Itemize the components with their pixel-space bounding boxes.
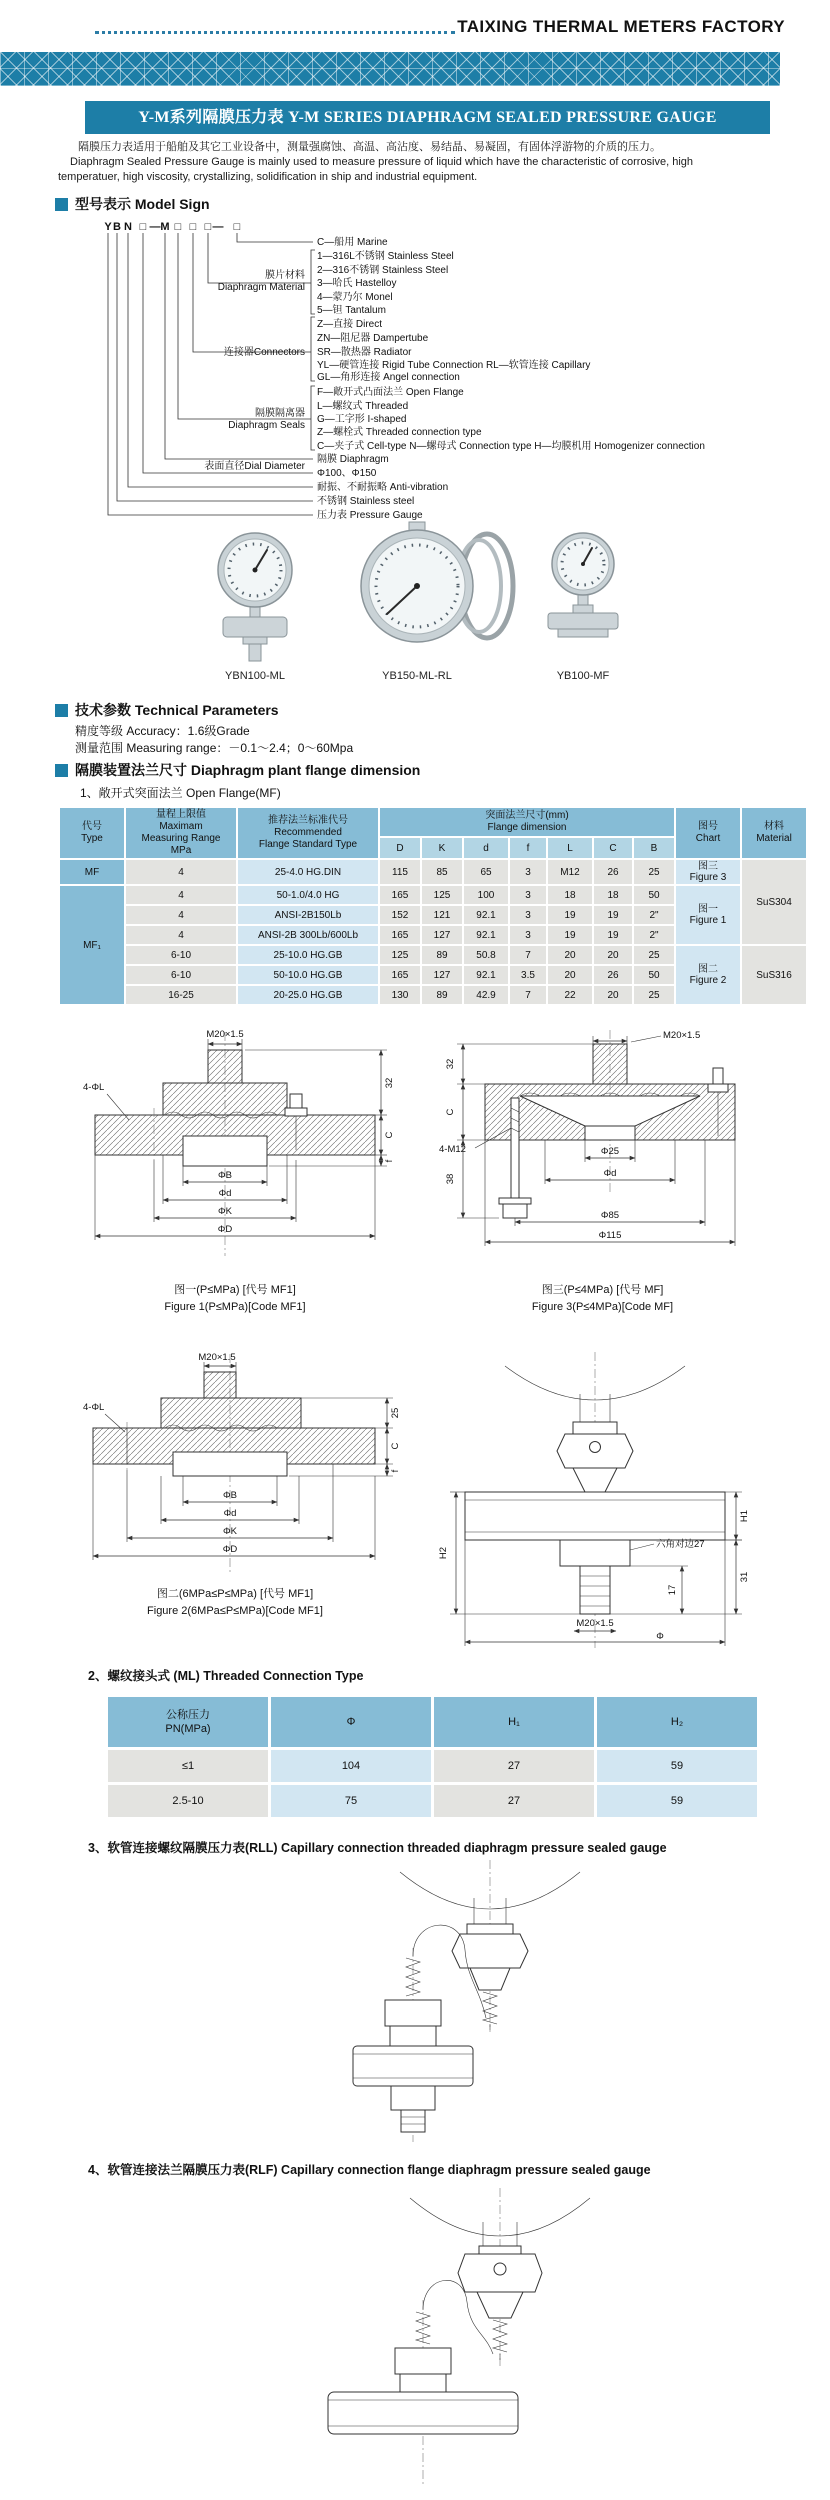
cell: 4 bbox=[126, 926, 236, 944]
table-row bbox=[60, 886, 806, 904]
cell: 4 bbox=[126, 906, 236, 924]
dim-label: M20×1.5 bbox=[663, 1030, 701, 1041]
cell: 4 bbox=[126, 886, 236, 904]
cell-material: SuS316 bbox=[742, 946, 806, 1004]
col-header-material: 材料 Material bbox=[742, 808, 806, 858]
dim-label: Φd bbox=[218, 1188, 232, 1199]
model-option: 4—蒙乃尔 Monel bbox=[317, 292, 393, 303]
open-flange-subheading: 1、敞开式突面法兰 Open Flange(MF) bbox=[80, 786, 281, 800]
section-bullet-icon bbox=[55, 198, 68, 211]
model-option: G—工字形 I-shaped bbox=[317, 414, 407, 425]
cell: 50 bbox=[634, 966, 674, 984]
figure2-caption: 图二(6MPa≤P≤MPa) [代号 MF1] Figure 2(6MPa≤P≤MPa)[Code MF1] bbox=[147, 1588, 323, 1617]
cell: 20 bbox=[594, 946, 632, 964]
cell: 20 bbox=[548, 946, 592, 964]
cell: 7 bbox=[510, 946, 546, 964]
cell: 100 bbox=[464, 886, 508, 904]
col-header-phi: Φ bbox=[271, 1697, 431, 1747]
model-option: GL—角形连接 Angel connection bbox=[317, 372, 460, 383]
cell: 152 bbox=[380, 906, 420, 924]
cell: 22 bbox=[548, 986, 592, 1004]
cell: 25 bbox=[634, 946, 674, 964]
intro-english-line2: temperatuer, high viscosity, crystallizing, solidification in ship and industrial equipment. bbox=[58, 171, 478, 183]
gauge-photo-yb100-mf bbox=[548, 533, 618, 637]
cell: 25 bbox=[634, 986, 674, 1004]
cell: 19 bbox=[594, 906, 632, 924]
dim-label: ΦB bbox=[223, 1490, 237, 1501]
cell: 2.5-10 bbox=[108, 1785, 268, 1817]
dim-label: Φ115 bbox=[598, 1230, 622, 1241]
group-label: 隔膜隔离器 bbox=[255, 408, 305, 419]
cell: 115 bbox=[380, 860, 420, 884]
section4-heading: 4、软管连接法兰隔膜压力表(RLF) Capillary connection flange diaphragm pressure sealed gauge bbox=[88, 2163, 651, 2177]
cell: 20 bbox=[594, 986, 632, 1004]
cell: 2" bbox=[634, 926, 674, 944]
dim-label: 六角对边27 bbox=[656, 1539, 705, 1550]
cell: 20-25.0 HG.GB bbox=[238, 986, 378, 1004]
cell: 7 bbox=[510, 986, 546, 1004]
dim-label: 31 bbox=[739, 1571, 750, 1583]
cell: 3 bbox=[510, 886, 546, 904]
figure1-drawing bbox=[65, 1028, 405, 1278]
cell: 26 bbox=[594, 860, 632, 884]
dim-header: K bbox=[422, 838, 462, 858]
section-bullet-icon bbox=[55, 764, 68, 777]
model-option: F—敞开式凸面法兰 Open Flange bbox=[317, 387, 464, 398]
cell: 3.5 bbox=[510, 966, 546, 984]
dim-label: Φd bbox=[603, 1168, 617, 1179]
group-label: 连接器Connectors bbox=[223, 347, 305, 358]
dim-label: 38 bbox=[445, 1173, 456, 1185]
dim-header: f bbox=[510, 838, 546, 858]
dim-label: Φd bbox=[223, 1508, 237, 1519]
cell-chart: 图二 Figure 2 bbox=[676, 946, 740, 1004]
group-label: Diaphragm Seals bbox=[228, 420, 305, 431]
cell: 50-10.0 HG.GB bbox=[238, 966, 378, 984]
cell: 16-25 bbox=[126, 986, 236, 1004]
model-option: C—夹子式 Cell-type N—螺母式 Connection type H—均膜机用 Homogenizer connection bbox=[317, 441, 705, 452]
model-option: 3—哈氏 Hastelloy bbox=[317, 278, 397, 289]
cell-chart: 图三 Figure 3 bbox=[676, 860, 740, 884]
figure3-drawing bbox=[425, 1028, 780, 1278]
cell: 3 bbox=[510, 860, 546, 884]
cell: 6-10 bbox=[126, 966, 236, 984]
dim-label: 32 bbox=[384, 1077, 395, 1089]
dim-label: H2 bbox=[438, 1546, 449, 1560]
cell: 165 bbox=[380, 966, 420, 984]
dim-label: H1 bbox=[739, 1509, 750, 1523]
col-header-flange-dimension: 突面法兰尺寸(mm) Flange dimension bbox=[380, 808, 674, 836]
cell: 25-10.0 HG.GB bbox=[238, 946, 378, 964]
cell: 19 bbox=[548, 926, 592, 944]
cell: 121 bbox=[422, 906, 462, 924]
dim-header: L bbox=[548, 838, 592, 858]
dim-label: C bbox=[384, 1131, 395, 1139]
model-char: □ bbox=[204, 221, 212, 233]
model-char: N bbox=[124, 221, 132, 233]
cell: 65 bbox=[464, 860, 508, 884]
cell: 130 bbox=[380, 986, 420, 1004]
model-option: Φ100、Φ150 bbox=[317, 468, 377, 479]
cell: 4 bbox=[126, 860, 236, 884]
gauge-photos bbox=[55, 522, 779, 690]
cell: 89 bbox=[422, 986, 462, 1004]
col-header-pn: 公称压力 PN(MPa) bbox=[108, 1697, 268, 1747]
dim-label: M20×1.5 bbox=[206, 1029, 244, 1040]
dim-label: M20×1.5 bbox=[576, 1618, 614, 1629]
cell: 6-10 bbox=[126, 946, 236, 964]
dim-label: f bbox=[384, 1159, 395, 1163]
section3-heading: 3、软管连接螺纹隔膜压力表(RLL) Capillary connection threaded diaphragm pressure sealed gauge bbox=[88, 1841, 667, 1855]
cell: 127 bbox=[422, 966, 462, 984]
model-char: Y bbox=[104, 221, 112, 233]
cell: 89 bbox=[422, 946, 462, 964]
model-option: 不锈钢 Stainless steel bbox=[317, 496, 415, 507]
cell: 19 bbox=[594, 926, 632, 944]
ml-dimension-table bbox=[105, 1694, 760, 1820]
col-header-range: 量程上限值 Maximam Measuring Range MPa bbox=[126, 808, 236, 858]
gauge-label: YB100-MF bbox=[556, 670, 610, 682]
group-label: 表面直径Dial Diameter bbox=[204, 461, 305, 472]
col-header-h2: H₂ bbox=[597, 1697, 757, 1747]
cell: 3 bbox=[510, 906, 546, 924]
dim-label: ΦD bbox=[217, 1224, 233, 1235]
model-option: C—船用 Marine bbox=[317, 237, 388, 248]
gauge-label: YBN100-ML bbox=[225, 670, 285, 682]
cell: M12 bbox=[548, 860, 592, 884]
group-label: Diaphragm Material bbox=[217, 282, 305, 293]
col-header-chart: 图号 Chart bbox=[676, 808, 740, 858]
model-sign-heading: 型号表示 Model Sign bbox=[55, 194, 210, 214]
cell-chart: 图一 Figure 1 bbox=[676, 886, 740, 944]
table-row bbox=[60, 860, 806, 884]
model-char: □ bbox=[174, 221, 182, 233]
model-option: 压力表 Pressure Gauge bbox=[317, 510, 423, 521]
model-option: 隔膜 Diaphragm bbox=[317, 454, 389, 465]
figure1-caption: 图一(P≤MPa) [代号 MF1] Figure 1(P≤MPa)[Code MF1] bbox=[164, 1284, 306, 1313]
table-row bbox=[108, 1750, 757, 1782]
cell: 25 bbox=[634, 860, 674, 884]
model-char: B bbox=[113, 221, 121, 233]
rlf-drawing bbox=[250, 2188, 690, 2488]
dim-label: C bbox=[445, 1108, 456, 1116]
model-option: Z—螺栓式 Threaded connection type bbox=[317, 427, 482, 438]
model-char: — bbox=[212, 221, 224, 233]
cell: 18 bbox=[548, 886, 592, 904]
cell: 165 bbox=[380, 886, 420, 904]
dim-label: 4-ΦL bbox=[83, 1402, 105, 1413]
dim-label: 17 bbox=[667, 1584, 678, 1596]
model-option: SR—散热器 Radiator bbox=[317, 347, 412, 358]
gauge-photo-ybn100-ml bbox=[218, 533, 292, 661]
cell: 75 bbox=[271, 1785, 431, 1817]
range-line: 测量范围 Measuring range：－0.1～2.4；0～60Mpa bbox=[75, 741, 354, 755]
dim-label: Φ bbox=[656, 1631, 664, 1642]
cell: 125 bbox=[422, 886, 462, 904]
dim-label: 4-M12 bbox=[439, 1144, 466, 1155]
model-option: 2—316不锈钢 Stainless Steel bbox=[317, 265, 449, 276]
intro-chinese: 隔膜压力表适用于船舶及其它工业设备中，测量强腐蚀、高温、高沾度、易结晶、易凝固，有固体浮游物的介质的压力。 bbox=[78, 141, 661, 153]
model-option: 耐振、不耐振略 Anti-vibration bbox=[317, 482, 449, 493]
cell: 25-4.0 HG.DIN bbox=[238, 860, 378, 884]
cell: 27 bbox=[434, 1785, 594, 1817]
page-title: Y-M系列隔膜压力表 Y-M SERIES DIAPHRAGM SEALED PRESSURE GAUGE bbox=[85, 101, 770, 134]
dim-label: ΦB bbox=[218, 1170, 232, 1181]
cell: 20 bbox=[548, 966, 592, 984]
cell: 27 bbox=[434, 1750, 594, 1782]
dim-header: C bbox=[594, 838, 632, 858]
cell: ANSI-2B150Lb bbox=[238, 906, 378, 924]
dim-label: C bbox=[390, 1442, 401, 1450]
model-char: — bbox=[149, 221, 161, 233]
dim-label: 4-ΦL bbox=[83, 1082, 105, 1093]
model-char: □ bbox=[139, 221, 147, 233]
dim-label: ΦK bbox=[223, 1526, 237, 1537]
col-header-type: 代号 Type bbox=[60, 808, 124, 858]
model-option: 5—钽 Tantalum bbox=[317, 305, 386, 316]
intro-paragraph bbox=[58, 140, 782, 185]
cell: ≤1 bbox=[108, 1750, 268, 1782]
crosshatch-banner bbox=[0, 52, 780, 86]
table-row bbox=[60, 946, 806, 964]
intro-english-line1: Diaphragm Sealed Pressure Gauge is mainly used to measure pressure of liquid which have the characteristic of corrosive, high bbox=[70, 156, 694, 168]
dim-label: Φ85 bbox=[600, 1210, 620, 1221]
model-option: L—螺纹式 Threaded bbox=[317, 401, 409, 412]
cell: 127 bbox=[422, 926, 462, 944]
table-row bbox=[108, 1785, 757, 1817]
dim-label: M20×1.5 bbox=[198, 1352, 236, 1363]
cell: MF₁ bbox=[60, 886, 124, 1004]
model-sign-diagram bbox=[55, 216, 779, 524]
dim-label: Φ25 bbox=[600, 1146, 620, 1157]
rll-drawing bbox=[270, 1860, 690, 2145]
cell: 59 bbox=[597, 1785, 757, 1817]
cell: MF bbox=[60, 860, 124, 884]
cell: 19 bbox=[548, 906, 592, 924]
cell: 165 bbox=[380, 926, 420, 944]
model-option: YL—硬管连接 Rigid Tube Connection RL—软管连接 Capillary bbox=[317, 360, 591, 371]
cell-material: SuS304 bbox=[742, 860, 806, 944]
dotted-leader bbox=[95, 31, 455, 34]
cell: 42.9 bbox=[464, 986, 508, 1004]
section-bullet-icon bbox=[55, 704, 68, 717]
cell: 59 bbox=[597, 1750, 757, 1782]
cell: 125 bbox=[380, 946, 420, 964]
section2-heading: 2、螺纹接头式 (ML) Threaded Connection Type bbox=[88, 1669, 364, 1683]
cell: 2" bbox=[634, 906, 674, 924]
dim-header: B bbox=[634, 838, 674, 858]
model-char: □ bbox=[189, 221, 197, 233]
factory-name: TAIXING THERMAL METERS FACTORY bbox=[457, 17, 785, 36]
figure3-caption: 图三(P≤4MPa) [代号 MF] Figure 3(P≤4MPa)[Code MF] bbox=[531, 1284, 674, 1313]
dim-label: ΦD bbox=[222, 1544, 238, 1555]
flange-dimension-table bbox=[58, 806, 808, 1006]
accuracy-line: 精度等级 Accuracy：1.6级Grade bbox=[75, 724, 250, 738]
cell: 26 bbox=[594, 966, 632, 984]
model-option: ZN—阻尼器 Dampertube bbox=[317, 333, 429, 344]
ml-type-drawing bbox=[430, 1352, 760, 1652]
model-char: M bbox=[160, 221, 170, 233]
cell: 104 bbox=[271, 1750, 431, 1782]
dim-header: d bbox=[464, 838, 508, 858]
gauge-photo-yb150-ml-rl bbox=[361, 522, 513, 642]
figure2-drawing bbox=[65, 1352, 405, 1582]
tech-params-heading: 技术参数 Technical Parameters bbox=[55, 700, 279, 720]
model-char: □ bbox=[233, 221, 241, 233]
dim-label: f bbox=[390, 1469, 401, 1473]
cell: 3 bbox=[510, 926, 546, 944]
cell: 50.8 bbox=[464, 946, 508, 964]
cell: 50-1.0/4.0 HG bbox=[238, 886, 378, 904]
cell: 85 bbox=[422, 860, 462, 884]
model-option: 1—316L不锈钢 Stainless Steel bbox=[317, 251, 454, 262]
gauge-label: YB150-ML-RL bbox=[382, 670, 452, 682]
group-label: 膜片材料 bbox=[265, 270, 305, 281]
dim-label: 25 bbox=[390, 1407, 401, 1419]
dim-header: D bbox=[380, 838, 420, 858]
dim-label: ΦK bbox=[218, 1206, 232, 1217]
col-header-standard: 推荐法兰标准代号 Recommended Flange Standard Type bbox=[238, 808, 378, 858]
dim-label: 32 bbox=[445, 1058, 456, 1070]
cell: 92.1 bbox=[464, 926, 508, 944]
cell: 92.1 bbox=[464, 966, 508, 984]
cell: 18 bbox=[594, 886, 632, 904]
cell: 50 bbox=[634, 886, 674, 904]
col-header-h1: H₁ bbox=[434, 1697, 594, 1747]
cell: ANSI-2B 300Lb/600Lb bbox=[238, 926, 378, 944]
model-option: Z—直接 Direct bbox=[317, 319, 382, 330]
flange-dim-heading: 隔膜装置法兰尺寸 Diaphragm plant flange dimension bbox=[55, 760, 420, 780]
cell: 92.1 bbox=[464, 906, 508, 924]
